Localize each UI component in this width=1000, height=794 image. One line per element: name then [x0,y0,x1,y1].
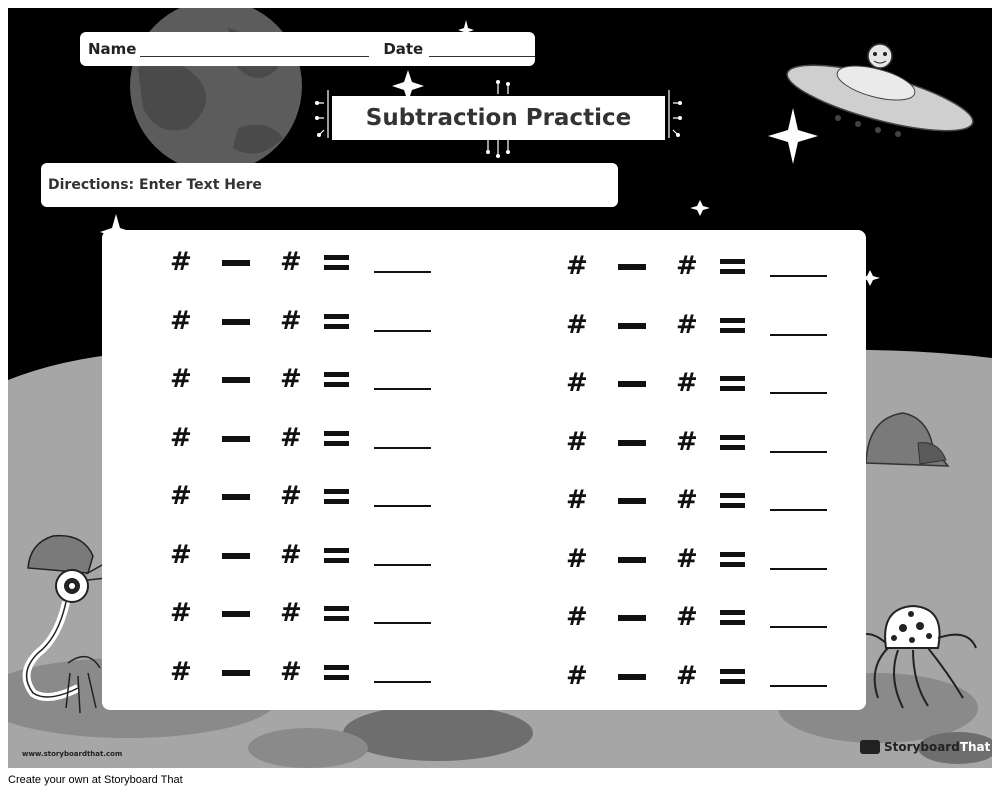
problem-row [164,478,434,514]
answer-blank[interactable] [374,681,431,683]
minus-sign-icon [222,611,250,617]
operand-a: # [170,481,192,511]
problem-row [560,658,830,694]
operand-a: # [566,602,588,632]
problem-row [560,599,830,635]
logo-text-light: That [959,740,991,754]
equals-sign-icon [324,314,349,330]
answer-blank[interactable] [374,622,431,624]
answer-blank[interactable] [770,685,827,687]
problem-row [560,365,830,401]
equals-sign-icon [720,669,745,685]
logo-icon [860,740,880,754]
answer-blank[interactable] [770,626,827,628]
footer-text: Create your own at Storyboard That [8,774,183,786]
operand-a: # [566,426,588,457]
logo-text-dark: Storyboard [884,740,960,754]
problem-row [560,307,830,343]
answer-blank[interactable] [374,505,431,507]
answer-blank[interactable] [374,271,431,273]
equals-sign-icon [720,318,745,334]
operand-b: # [280,481,302,511]
equals-sign-icon [324,489,349,505]
minus-sign-icon [222,670,250,676]
minus-sign-icon [618,615,646,621]
answer-blank[interactable] [770,275,827,277]
operand-b: # [280,539,302,570]
minus-sign-icon [222,319,250,325]
equals-sign-icon [324,548,349,564]
operand-a: # [566,368,588,398]
minus-sign-icon [618,323,646,329]
equals-sign-icon [324,431,349,447]
problem-row [164,361,434,397]
name-label: Name [88,40,137,58]
equals-sign-icon [324,372,349,388]
operand-b: # [280,364,302,394]
answer-blank[interactable] [374,447,431,449]
problem-row [164,595,434,631]
operand-a: # [566,660,588,691]
operand-a: # [566,485,588,515]
problem-row [164,420,434,456]
problem-row [560,541,830,577]
operand-a: # [170,598,192,628]
minus-sign-icon [618,498,646,504]
operand-b: # [676,602,698,632]
answer-blank[interactable] [374,388,431,390]
operand-b: # [280,422,302,453]
problem-row [560,424,830,460]
equals-sign-icon [324,255,349,271]
worksheet-title: Subtraction Practice [365,105,632,131]
minus-sign-icon [222,436,250,442]
site-url: www.storyboardthat.com [22,750,123,758]
name-date-box [80,32,535,66]
directions-box [41,163,618,207]
minus-sign-icon [222,494,250,500]
operand-b: # [280,598,302,628]
answer-blank[interactable] [770,451,827,453]
operand-b: # [676,368,698,398]
operand-a: # [170,539,192,570]
minus-sign-icon [222,377,250,383]
problem-row [164,303,434,339]
operand-b: # [676,485,698,515]
minus-sign-icon [222,260,250,266]
operand-b: # [676,543,698,574]
equals-sign-icon [720,259,745,275]
problem-row [164,654,434,690]
minus-sign-icon [618,440,646,446]
operand-a: # [170,364,192,394]
worksheet [8,8,992,768]
minus-sign-icon [618,557,646,563]
operand-a: # [170,305,192,336]
storyboardthat-logo [860,740,990,754]
alien-icon [868,44,892,68]
operand-b: # [676,660,698,691]
answer-blank[interactable] [770,392,827,394]
equals-sign-icon [720,435,745,451]
operand-b: # [676,309,698,340]
answer-blank[interactable] [770,334,827,336]
date-label: Date [383,40,424,58]
worksheet-title-box [332,96,665,140]
equals-sign-icon [324,606,349,622]
operand-a: # [566,543,588,574]
equals-sign-icon [720,552,745,568]
operand-b: # [280,656,302,687]
equals-sign-icon [720,376,745,392]
directions-text: Directions: Enter Text Here [48,177,262,193]
answer-blank[interactable] [374,564,431,566]
minus-sign-icon [618,674,646,680]
answer-blank[interactable] [770,568,827,570]
minus-sign-icon [618,381,646,387]
minus-sign-icon [618,264,646,270]
equals-sign-icon [720,610,745,626]
equals-sign-icon [720,493,745,509]
operand-b: # [676,251,698,281]
minus-sign-icon [222,553,250,559]
operand-b: # [676,426,698,457]
equals-sign-icon [324,665,349,681]
problem-row [164,537,434,573]
problem-row [164,244,434,280]
operand-b: # [280,247,302,277]
operand-a: # [566,251,588,281]
problem-row [560,482,830,518]
date-field[interactable] [429,42,535,57]
problems-panel [102,230,866,710]
operand-a: # [170,656,192,687]
operand-a: # [170,422,192,453]
operand-b: # [280,305,302,336]
problem-row [560,248,830,284]
operand-a: # [566,309,588,340]
answer-blank[interactable] [374,330,431,332]
name-field[interactable] [140,42,369,57]
operand-a: # [170,247,192,277]
answer-blank[interactable] [770,509,827,511]
